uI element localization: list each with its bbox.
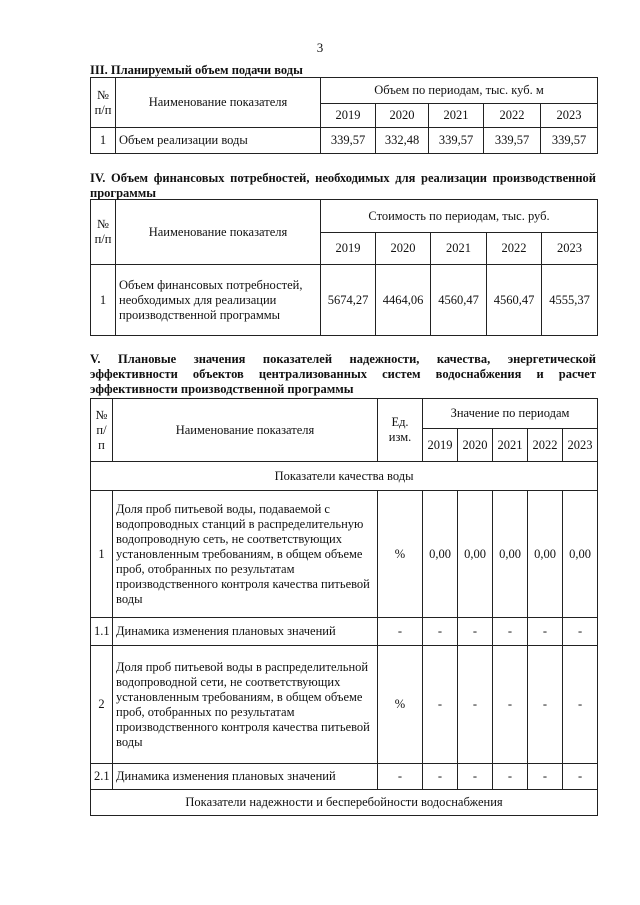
row-name: Динамика изменения плановых значений: [113, 618, 378, 646]
year-header: 2021: [429, 104, 484, 128]
row-name: Доля проб питьевой воды, подаваемой с водопроводных станций в распределительную водопроводную сеть, не соответствующих установленным требованиям, в общем объеме проб, отобранных по результатам производственного контроля качества питьевой воды: [113, 491, 378, 618]
table-row: [91, 764, 598, 790]
value-cell: -: [423, 646, 458, 764]
col-header-period-group: Стоимость по периодам, тыс. руб.: [321, 200, 598, 233]
year-header: 2022: [484, 104, 541, 128]
row-name: Объем реализации воды: [116, 128, 321, 154]
value-cell: -: [423, 764, 458, 790]
value-cell: -: [458, 646, 493, 764]
table-row: [91, 265, 598, 336]
row-num: 1.1: [91, 618, 113, 646]
col-header-period-group: Значение по периодам: [423, 399, 598, 429]
row-name: Доля проб питьевой воды в распределительной водопроводной сети, не соответствующих установленным требованиям, в общем объеме проб, отобранных по результатам производственного контроля качества питьевой воды: [113, 646, 378, 764]
value-cell: 339,57: [541, 128, 598, 154]
value-cell: 0,00: [493, 491, 528, 618]
row-unit: -: [378, 618, 423, 646]
row-num: 1: [91, 265, 116, 336]
value-cell: 0,00: [563, 491, 598, 618]
section-4-heading: IV. Объем финансовых потребностей, необходимых для реализации производственной программы: [90, 171, 596, 200]
row-num: 1: [91, 491, 113, 618]
year-header: 2020: [376, 233, 431, 265]
col-header-period-group: Объем по периодам, тыс. куб. м: [321, 78, 598, 104]
col-header-num: № п/п: [91, 399, 113, 462]
year-header: 2020: [458, 429, 493, 462]
value-cell: 4560,47: [431, 265, 487, 336]
col-header-name: Наименование показателя: [113, 399, 378, 462]
row-unit: -: [378, 764, 423, 790]
value-cell: 339,57: [321, 128, 376, 154]
year-header: 2021: [431, 233, 487, 265]
value-cell: 4464,06: [376, 265, 431, 336]
col-header-name: Наименование показателя: [116, 200, 321, 265]
year-header: 2023: [542, 233, 598, 265]
value-cell: 4555,37: [542, 265, 598, 336]
section-3-heading: III. Планируемый объем подачи воды: [90, 63, 303, 77]
row-num: 1: [91, 128, 116, 154]
value-cell: 339,57: [484, 128, 541, 154]
table-row: [91, 646, 598, 764]
value-cell: -: [458, 764, 493, 790]
year-header: 2021: [493, 429, 528, 462]
value-cell: 5674,27: [321, 265, 376, 336]
group-header-quality: Показатели качества воды: [91, 462, 598, 491]
table-row: [91, 128, 598, 154]
value-cell: -: [563, 764, 598, 790]
indicators-table: [90, 398, 598, 816]
value-cell: 339,57: [429, 128, 484, 154]
value-cell: -: [493, 618, 528, 646]
value-cell: -: [528, 646, 563, 764]
page-number: 3: [316, 40, 324, 55]
row-num: 2: [91, 646, 113, 764]
value-cell: -: [493, 646, 528, 764]
table-row: [91, 491, 598, 618]
col-header-num: № п/п: [91, 200, 116, 265]
value-cell: -: [423, 618, 458, 646]
year-header: 2020: [376, 104, 429, 128]
value-cell: 4560,47: [487, 265, 542, 336]
col-header-name: Наименование показателя: [116, 78, 321, 128]
value-cell: 0,00: [458, 491, 493, 618]
value-cell: -: [528, 618, 563, 646]
col-header-unit: Ед. изм.: [378, 399, 423, 462]
row-name: Объем финансовых потребностей, необходимых для реализации производственной программы: [116, 265, 321, 336]
row-num: 2.1: [91, 764, 113, 790]
table-row: [91, 618, 598, 646]
year-header: 2022: [487, 233, 542, 265]
row-unit: %: [378, 491, 423, 618]
col-header-num: № п/п: [91, 78, 116, 128]
value-cell: -: [458, 618, 493, 646]
year-header: 2019: [423, 429, 458, 462]
row-unit: %: [378, 646, 423, 764]
value-cell: 332,48: [376, 128, 429, 154]
year-header: 2023: [563, 429, 598, 462]
value-cell: -: [493, 764, 528, 790]
year-header: 2022: [528, 429, 563, 462]
section-5-heading: V. Плановые значения показателей надежности, качества, энергетической эффективности объектов централизованных систем водоснабжения и расчет эффективности производственной программы: [90, 352, 596, 396]
year-header: 2019: [321, 104, 376, 128]
value-cell: 0,00: [423, 491, 458, 618]
group-header-reliability: Показатели надежности и бесперебойности водоснабжения: [91, 790, 598, 816]
value-cell: -: [528, 764, 563, 790]
year-header: 2023: [541, 104, 598, 128]
value-cell: -: [563, 618, 598, 646]
row-name: Динамика изменения плановых значений: [113, 764, 378, 790]
value-cell: -: [563, 646, 598, 764]
year-header: 2019: [321, 233, 376, 265]
water-supply-table: [90, 77, 598, 154]
value-cell: 0,00: [528, 491, 563, 618]
financial-needs-table: [90, 199, 598, 336]
